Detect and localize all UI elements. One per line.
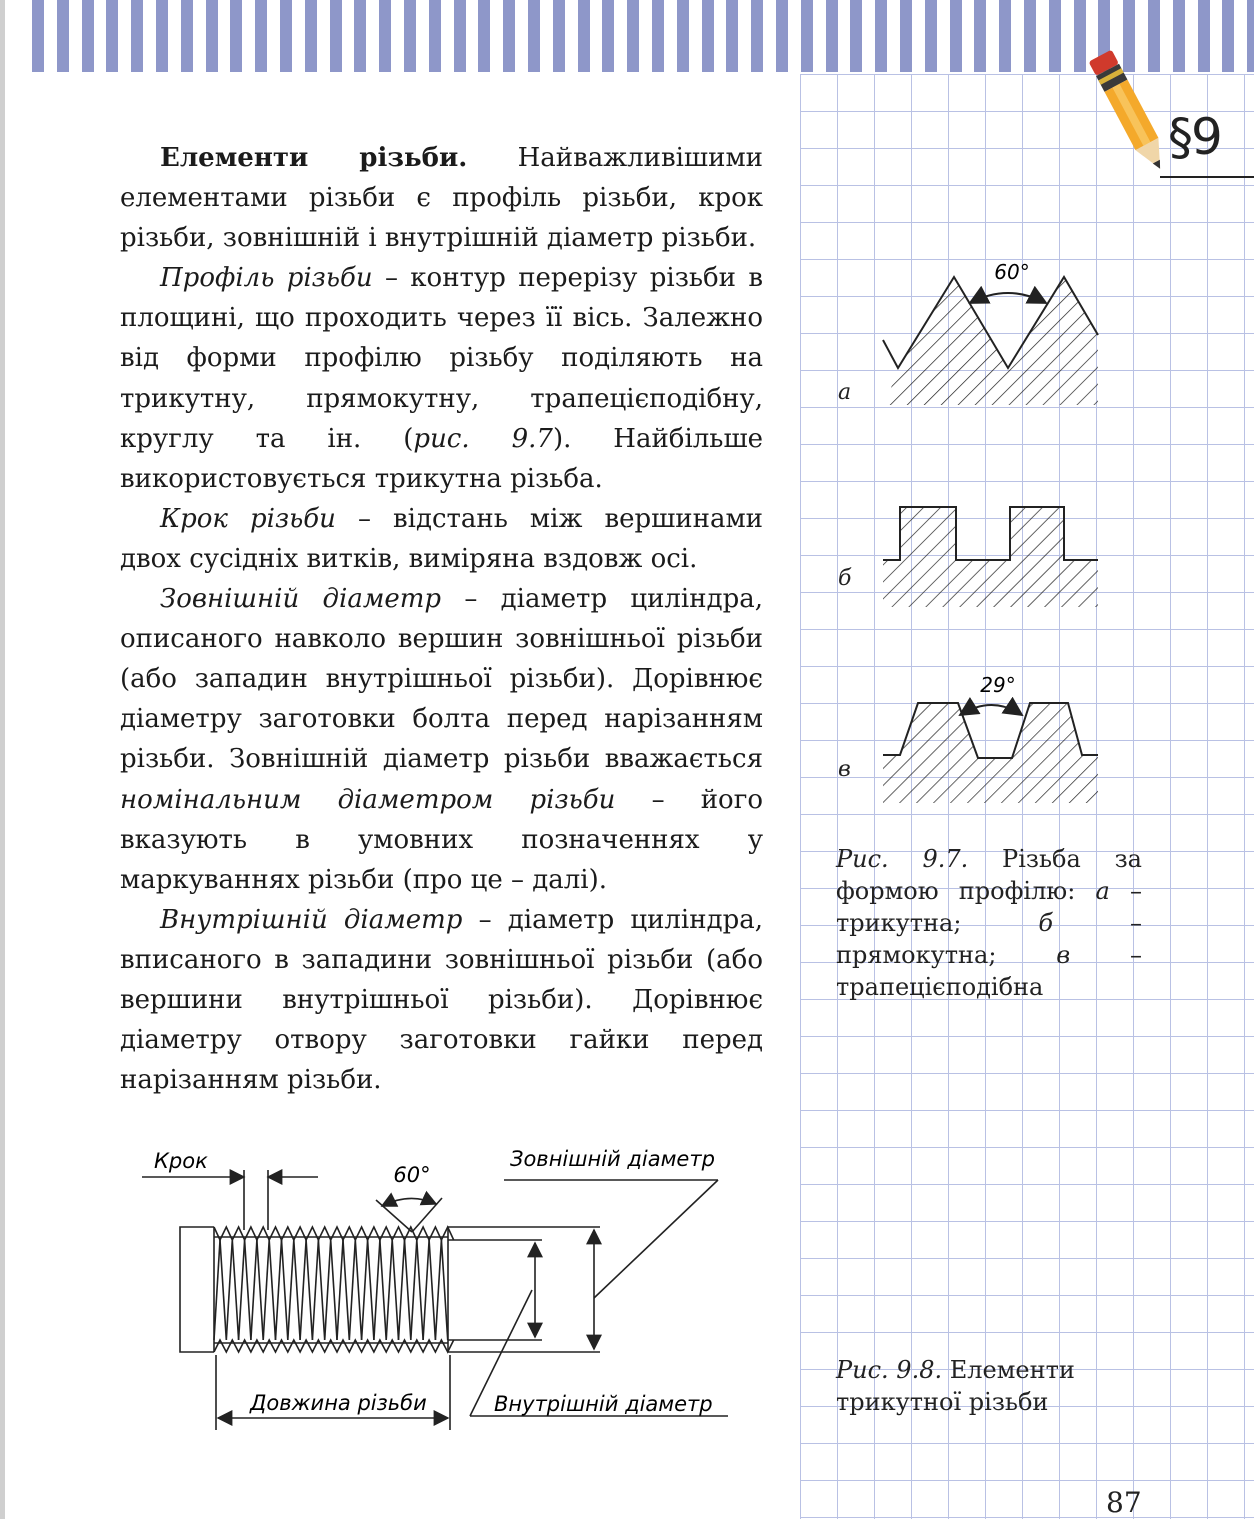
caption-letter: а [1095, 877, 1110, 905]
header-stripe [404, 0, 416, 72]
caption-text: – прямокутна; [836, 909, 1142, 969]
outer-diameter-label: Зовнішній діаметр [510, 1147, 715, 1171]
figure-9-7-caption [836, 843, 1142, 1003]
paragraph-text: – діаметр циліндра, описаного навколо вершин зовнішньої різьби (або западин внутрішньої різьби). Дорівнює діаметру заготовки болта перед нарізанням різьби. Зовнішній діаметр різьби вважається [120, 584, 763, 775]
header-stripe [1198, 0, 1210, 72]
header-stripe [106, 0, 118, 72]
header-stripe [925, 0, 937, 72]
thread-line [288, 1240, 294, 1340]
thread-line [374, 1240, 380, 1340]
figure-9-7 [870, 255, 1110, 815]
header-stripe [1247, 0, 1254, 72]
figure-9-8 [130, 1140, 750, 1440]
thread-line [337, 1240, 343, 1340]
caption-text: – трапецієподібна [836, 941, 1142, 1001]
caption-ref: Рис. 9.8. [836, 1356, 943, 1384]
header-stripe [429, 0, 441, 72]
thread-line [245, 1240, 251, 1340]
caption-ref: Рис. 9.7. [836, 845, 969, 873]
figure-9-8-caption [836, 1354, 1096, 1418]
angle-label-v: 29° [980, 673, 1016, 697]
header-stripe [503, 0, 515, 72]
header-stripe [1024, 0, 1036, 72]
thread-line [435, 1240, 441, 1340]
header-stripe [181, 0, 193, 72]
thread-line [300, 1240, 306, 1340]
caption-text: Різьба за формою профілю: [836, 845, 1142, 905]
thread-line [392, 1240, 398, 1340]
header-stripe [627, 0, 639, 72]
thread-line [343, 1240, 349, 1340]
header-stripe [305, 0, 317, 72]
term-outer-diameter: Зовнішній діаметр [160, 584, 442, 615]
thread-line [214, 1240, 220, 1340]
term-profile: Профіль різьби [160, 263, 373, 294]
section-underline [1160, 176, 1254, 178]
thread-line [429, 1240, 435, 1340]
thread-line [417, 1240, 423, 1340]
term-pitch: Крок різьби [160, 503, 336, 534]
header-stripe [280, 0, 292, 72]
thread-crest-top [214, 1227, 454, 1240]
paragraph-text: – контур перерізу різьби в площині, що проходить через її вісь. Залежно від форми профілю різьбу поділяють на трикутну, прямокутну, трапецієподібну, круглу та ін. ( [120, 263, 763, 454]
header-stripe [379, 0, 391, 72]
caption-text: – трикутна; [836, 877, 1142, 937]
header-stripe [776, 0, 788, 72]
header-stripe [1222, 0, 1234, 72]
label-a: а [838, 380, 852, 405]
thread-line [325, 1240, 331, 1340]
thread-line [423, 1240, 429, 1340]
label-v: в [838, 757, 851, 782]
thread-line [355, 1240, 361, 1340]
thread-line [276, 1240, 282, 1340]
header-stripe [156, 0, 168, 72]
paragraph-inner-diameter [120, 900, 763, 1100]
page-number: 87 [1106, 1486, 1142, 1519]
thread-line [349, 1240, 355, 1340]
header-stripe [32, 0, 44, 72]
thread-line [282, 1240, 288, 1340]
term-elements: Елементи різьби. [160, 143, 468, 173]
thread-line [232, 1240, 238, 1340]
header-stripe [354, 0, 366, 72]
thread-line [380, 1240, 386, 1340]
header-stripe [751, 0, 763, 72]
term-nominal-diameter: номінальним діаметром різьби [120, 784, 616, 815]
header-stripe [528, 0, 540, 72]
angle-label: 60° [393, 1163, 431, 1187]
thread-line [386, 1240, 392, 1340]
profile-triangular [883, 260, 1098, 405]
length-label: Довжина різьби [250, 1391, 427, 1415]
paragraph-outer-diameter [120, 579, 763, 900]
header-stripe [999, 0, 1011, 72]
header-stripe [82, 0, 94, 72]
caption-text: Елементи трикутної різьби [836, 1356, 1075, 1416]
header-stripe [330, 0, 342, 72]
header-stripe [702, 0, 714, 72]
header-stripe [826, 0, 838, 72]
header-stripes [0, 0, 1254, 74]
thread-line [269, 1240, 275, 1340]
thread-line [220, 1240, 226, 1340]
paragraph-pitch [120, 499, 763, 579]
paragraph-text: – його вказують в умовних позначеннях у маркуваннях різьби (про це – далі). [120, 784, 763, 895]
header-stripe [602, 0, 614, 72]
thread-crest-bottom [214, 1340, 454, 1352]
header-stripe [131, 0, 143, 72]
header-stripe [454, 0, 466, 72]
paragraph-text: ). Найбільше використовується трикутна різьба. [120, 423, 763, 494]
thread-line [312, 1240, 318, 1340]
thread-line [306, 1240, 312, 1340]
header-stripe [677, 0, 689, 72]
thread-line [239, 1240, 245, 1340]
caption-letter: б [1038, 909, 1054, 937]
inner-diameter-label: Внутрішній діаметр [494, 1392, 713, 1416]
header-stripe [478, 0, 490, 72]
pitch-label: Крок [154, 1149, 208, 1173]
figure-ref: рис. 9.7 [413, 423, 553, 454]
caption-letter: в [1056, 941, 1071, 969]
thread-line [399, 1240, 405, 1340]
paragraph-profile [120, 258, 763, 499]
profile-trapezoidal [883, 673, 1098, 803]
paragraph-text: Найважливішими елементами різьби є профіль різьби, крок різьби, зовнішній і внутрішній діаметр різьби. [120, 143, 763, 254]
header-stripe [1049, 0, 1061, 72]
label-b: б [838, 566, 852, 591]
paragraph-text: – відстань між вершинами двох сусідніх витків, виміряна вздовж осі. [120, 503, 763, 574]
header-stripe [850, 0, 862, 72]
paragraph-text: – діаметр циліндра, вписаного в западини зовнішньої різьби (або вершини внутрішньої різьби). Дорівнює діаметру отвору заготовки гайки перед нарізанням різьби. [120, 904, 763, 1096]
thread-line [251, 1240, 257, 1340]
pencil-icon [1080, 30, 1180, 190]
header-stripe [230, 0, 242, 72]
header-stripe [801, 0, 813, 72]
header-stripe [57, 0, 69, 72]
header-stripe [255, 0, 267, 72]
thread-line [368, 1240, 374, 1340]
thread-line [318, 1240, 324, 1340]
header-stripe [652, 0, 664, 72]
header-stripe [974, 0, 986, 72]
thread-line [441, 1240, 447, 1340]
term-inner-diameter: Внутрішній діаметр [160, 904, 463, 935]
profile-rectangular [883, 507, 1098, 607]
header-stripe [553, 0, 565, 72]
header-stripe [875, 0, 887, 72]
header-stripe [578, 0, 590, 72]
header-stripe [206, 0, 218, 72]
body-text [120, 138, 763, 1100]
angle-label-a: 60° [994, 260, 1030, 284]
thread-line [405, 1240, 411, 1340]
thread-line [257, 1240, 263, 1340]
header-stripe [900, 0, 912, 72]
thread-line [411, 1240, 417, 1340]
header-stripe [950, 0, 962, 72]
thread-line [294, 1240, 300, 1340]
header-stripe [726, 0, 738, 72]
thread-line [226, 1240, 232, 1340]
paragraph-elements [120, 138, 763, 258]
section-number: §9 [1168, 108, 1221, 166]
thread-line [263, 1240, 269, 1340]
thread-line [331, 1240, 337, 1340]
thread-line [362, 1240, 368, 1340]
page-edge [0, 0, 5, 1519]
